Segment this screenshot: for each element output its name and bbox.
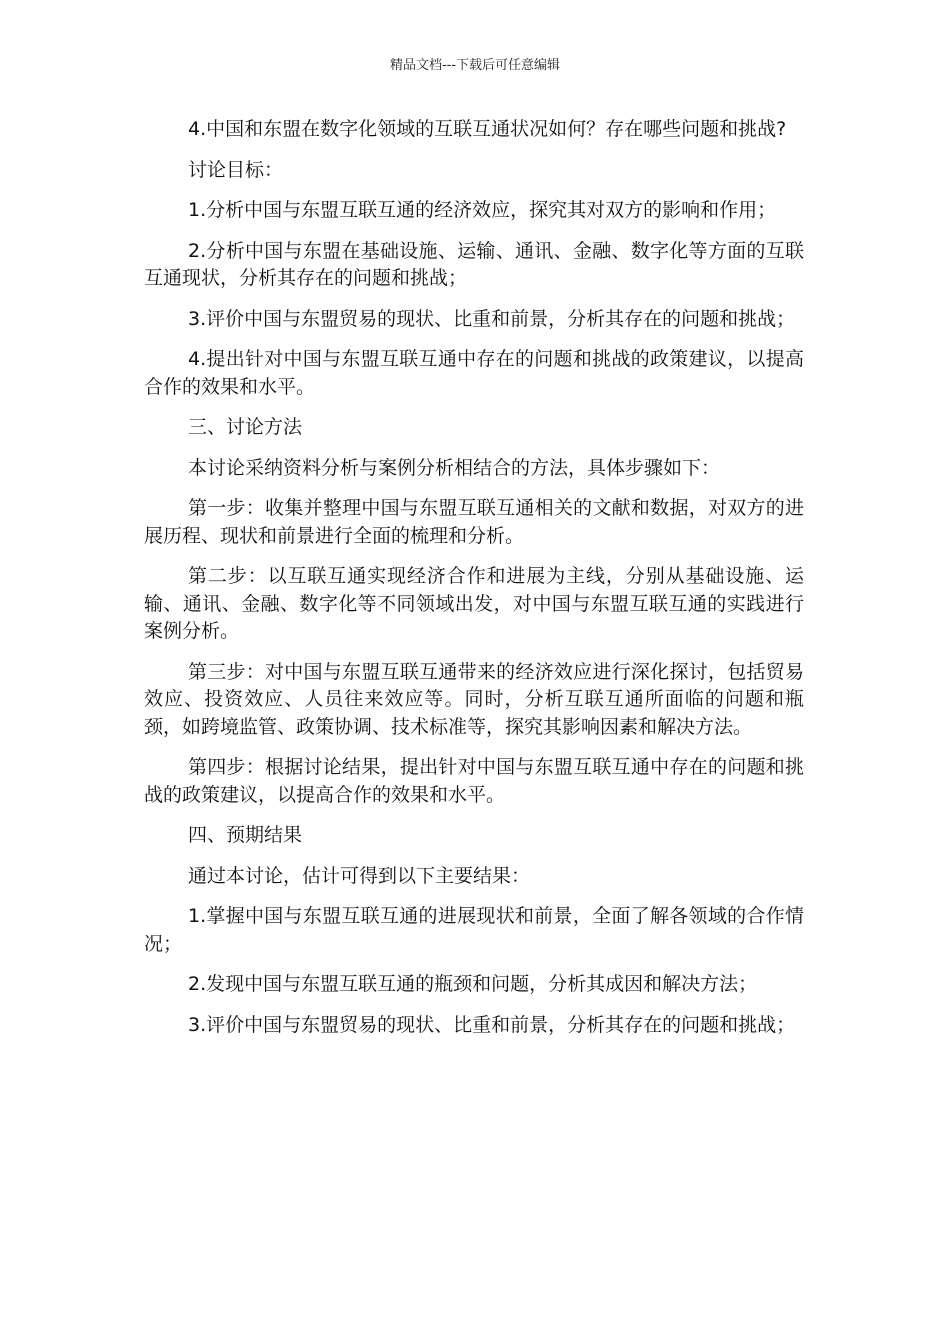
paragraph-step-3: 第三步：对中国与东盟互联互通带来的经济效应进行深化探讨，包括贸易效应、投资效应、人员往来效应等。同时，分析互联互通所面临的问题和瓶颈，如跨境监管、政策协调、技术标准等，探究其影响因素和解决方法。 (144, 660, 804, 738)
paragraph-methods-intro: 本讨论采纳资料分析与案例分析相结合的方法，具体步骤如下： (188, 456, 721, 479)
page-header: 精品文档---下载后可任意编辑 (389, 58, 561, 73)
paragraph-goal-1: 1.分析中国与东盟互联互通的经济效应，探究其对双方的影响和作用； (188, 199, 777, 221)
paragraph-results-intro: 通过本讨论，估计可得到以下主要结果： (188, 864, 531, 887)
section-heading-results: 四、预期结果 (188, 824, 303, 846)
paragraph-question-4: 4.中国和东盟在数字化领域的互联互通状况如何？存在哪些问题和挑战? (188, 118, 787, 140)
paragraph-goal-4: 4.提出针对中国与东盟互联互通中存在的问题和挑战的政策建议，以提高合作的效果和水平。 (144, 348, 804, 398)
paragraph-goal-3: 3.评价中国与东盟贸易的现状、比重和前景，分析其存在的问题和挑战； (188, 307, 796, 330)
paragraph-goal-2: 2.分析中国与东盟在基础设施、运输、通讯、金融、数字化等方面的互联互通现状，分析其存在的问题和挑战； (144, 239, 804, 289)
paragraph-goals-heading: 讨论目标： (188, 158, 284, 181)
paragraph-result-3: 3.评价中国与东盟贸易的现状、比重和前景，分析其存在的问题和挑战； (188, 1013, 796, 1036)
paragraph-step-2: 第二步：以互联互通实现经济合作和进展为主线，分别从基础设施、运输、通讯、金融、数字化等不同领域出发，对中国与东盟互联互通的实践进行案例分析。 (144, 565, 804, 642)
paragraph-result-1: 1.掌握中国与东盟互联互通的进展现状和前景，全面了解各领域的合作情况； (144, 905, 804, 955)
section-heading-methods: 三、讨论方法 (188, 416, 303, 438)
document-body (144, 116, 804, 1052)
paragraph-step-1: 第一步：收集并整理中国与东盟互联互通相关的文献和数据，对双方的进展历程、现状和前景进行全面的梳理和分析。 (144, 497, 804, 547)
paragraph-step-4: 第四步：根据讨论结果，提出针对中国与东盟互联互通中存在的问题和挑战的政策建议，以提高合作的效果和水平。 (144, 756, 804, 806)
paragraph-result-2: 2.发现中国与东盟互联互通的瓶颈和问题，分析其成因和解决方法； (188, 973, 758, 995)
